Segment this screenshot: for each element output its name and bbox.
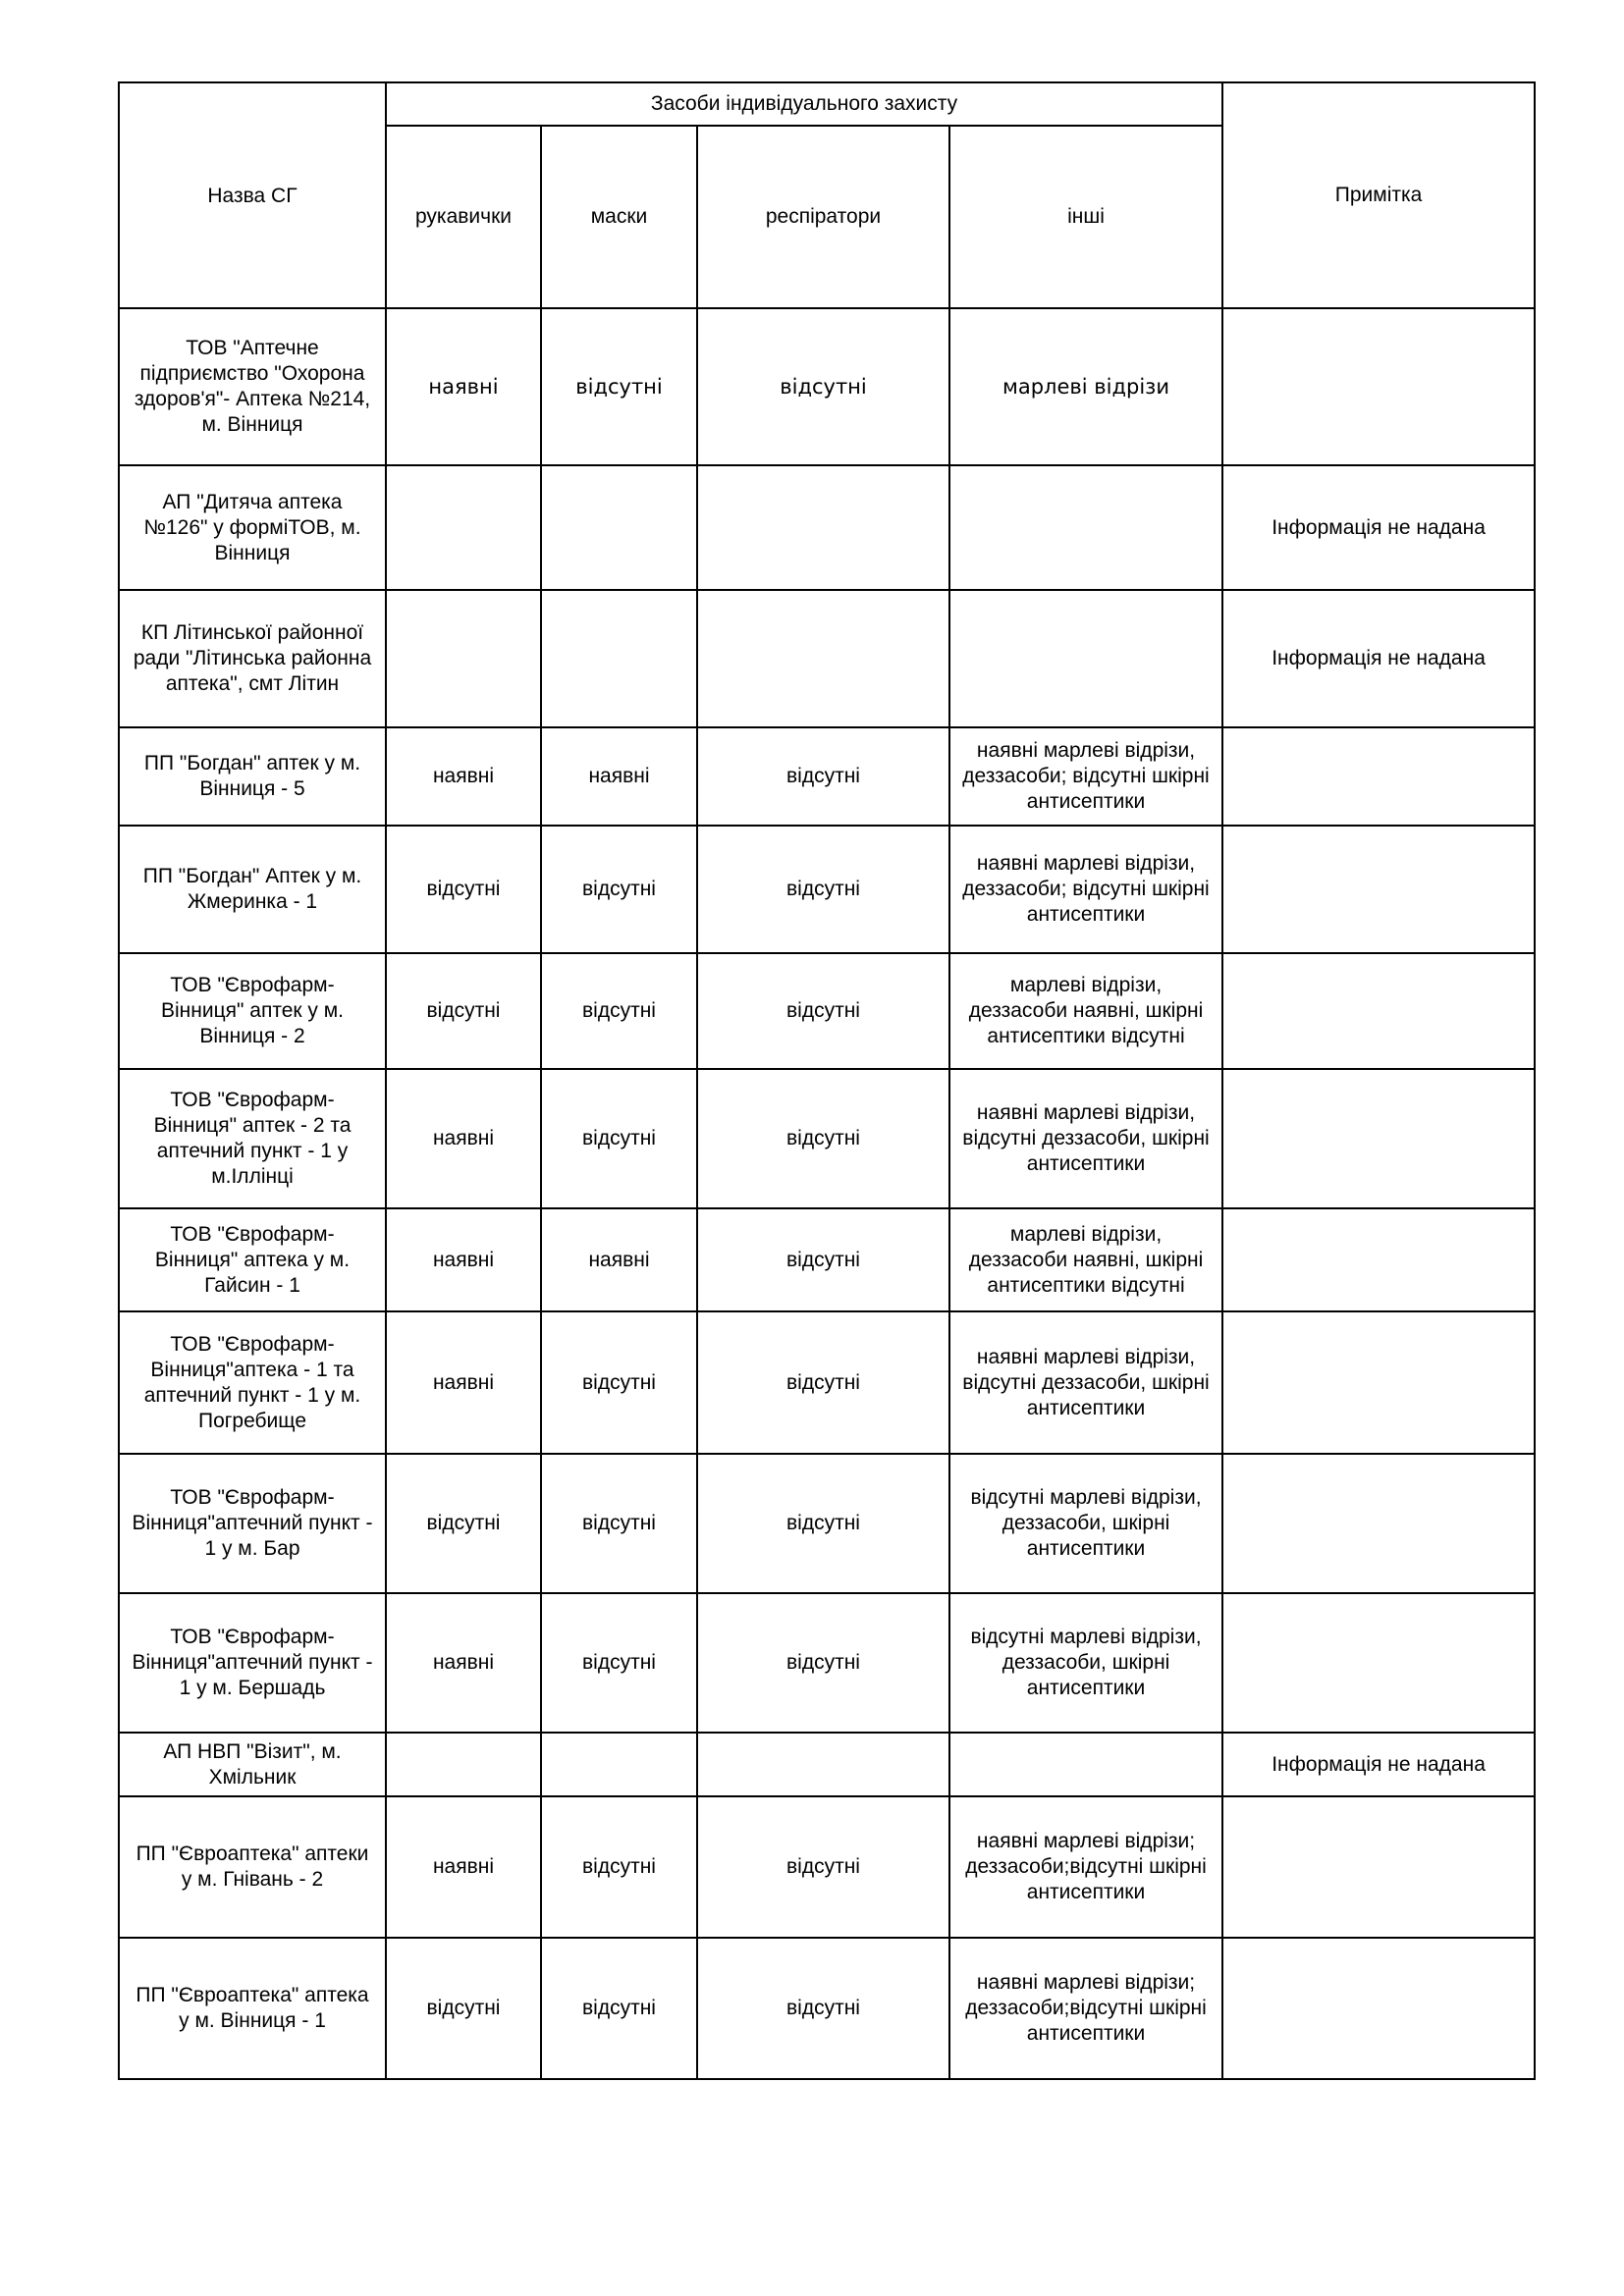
row-other: марлеві відрізи, деззасоби наявні, шкірні антисептики відсутні: [949, 953, 1222, 1069]
row-note: [1222, 1208, 1535, 1311]
row-gloves: відсутні: [386, 826, 541, 953]
row-masks: відсутні: [541, 1311, 697, 1454]
row-name: АП НВП "Візит", м. Хмільник: [119, 1733, 386, 1796]
row-note: [1222, 308, 1535, 465]
row-respirators: відсутні: [697, 1208, 949, 1311]
row-respirators: відсутні: [697, 1938, 949, 2079]
row-respirators: відсутні: [697, 1069, 949, 1208]
header-respirators: респіратори: [697, 126, 949, 308]
row-name: ТОВ "Єврофарм-Вінниця" аптека у м. Гайсин - 1: [119, 1208, 386, 1311]
header-group-ppe: Засоби індивідуального захисту: [386, 82, 1222, 126]
row-name: ПП "Євроаптека" аптеки у м. Гнівань - 2: [119, 1796, 386, 1938]
row-other: наявні марлеві відрізи, деззасоби; відсутні шкірні антисептики: [949, 727, 1222, 826]
row-other: [949, 590, 1222, 727]
row-masks: відсутні: [541, 1593, 697, 1733]
table-row: [119, 1796, 1535, 1938]
row-name: ТОВ "Єврофарм-Вінниця"аптека - 1 та аптечний пункт - 1 у м. Погребище: [119, 1311, 386, 1454]
row-name: ТОВ "Аптечне підприємство "Охорона здоров'я"- Аптека №214, м. Вінниця: [119, 308, 386, 465]
row-other: наявні марлеві відрізи; деззасоби;відсутні шкірні антисептики: [949, 1938, 1222, 2079]
row-other: відсутні марлеві відрізи, деззасоби, шкірні антисептики: [949, 1593, 1222, 1733]
row-note: [1222, 1593, 1535, 1733]
row-name: АП "Дитяча аптека №126" у форміТОВ, м. Вінниця: [119, 465, 386, 590]
table-row: [119, 1454, 1535, 1593]
row-respirators: відсутні: [697, 308, 949, 465]
table-row: [119, 465, 1535, 590]
row-respirators: [697, 590, 949, 727]
row-other: наявні марлеві відрізи; деззасоби;відсутні шкірні антисептики: [949, 1796, 1222, 1938]
row-masks: відсутні: [541, 308, 697, 465]
row-respirators: відсутні: [697, 1593, 949, 1733]
row-other: відсутні марлеві відрізи, деззасоби, шкірні антисептики: [949, 1454, 1222, 1593]
header-gloves: рукавички: [386, 126, 541, 308]
row-other: [949, 465, 1222, 590]
row-note: [1222, 1069, 1535, 1208]
row-gloves: відсутні: [386, 1938, 541, 2079]
row-respirators: [697, 465, 949, 590]
row-note: Інформація не надана: [1222, 1733, 1535, 1796]
row-respirators: відсутні: [697, 1311, 949, 1454]
row-masks: відсутні: [541, 1069, 697, 1208]
table-row: [119, 1593, 1535, 1733]
table-row: [119, 826, 1535, 953]
row-name: ТОВ "Єврофарм-Вінниця"аптечний пункт - 1 у м. Бар: [119, 1454, 386, 1593]
row-masks: відсутні: [541, 826, 697, 953]
row-other: [949, 1733, 1222, 1796]
table-row: [119, 1208, 1535, 1311]
header-row-top: [119, 82, 1535, 126]
table-row: [119, 1311, 1535, 1454]
row-name: ПП "Євроаптека" аптека у м. Вінниця - 1: [119, 1938, 386, 2079]
table-row: [119, 1733, 1535, 1796]
row-respirators: відсутні: [697, 1796, 949, 1938]
row-respirators: [697, 1733, 949, 1796]
header-name: Назва СГ: [119, 82, 386, 308]
table-row: [119, 1069, 1535, 1208]
table-row: [119, 1938, 1535, 2079]
row-note: [1222, 727, 1535, 826]
row-note: [1222, 953, 1535, 1069]
row-masks: відсутні: [541, 1454, 697, 1593]
row-other: наявні марлеві відрізи, відсутні деззасоби, шкірні антисептики: [949, 1069, 1222, 1208]
row-respirators: відсутні: [697, 826, 949, 953]
row-gloves: відсутні: [386, 1454, 541, 1593]
row-gloves: [386, 1733, 541, 1796]
row-masks: наявні: [541, 727, 697, 826]
row-note: [1222, 826, 1535, 953]
row-name: ТОВ "Єврофарм-Вінниця"аптечний пункт - 1 у м. Бершадь: [119, 1593, 386, 1733]
header-note: Примітка: [1222, 82, 1535, 308]
row-note: Інформація не надана: [1222, 465, 1535, 590]
row-gloves: наявні: [386, 1796, 541, 1938]
row-gloves: відсутні: [386, 953, 541, 1069]
row-masks: [541, 465, 697, 590]
row-gloves: [386, 590, 541, 727]
row-name: ПП "Богдан" аптек у м. Вінниця - 5: [119, 727, 386, 826]
table-row: [119, 953, 1535, 1069]
row-note: [1222, 1454, 1535, 1593]
header-other: інші: [949, 126, 1222, 308]
row-respirators: відсутні: [697, 953, 949, 1069]
table-row: [119, 590, 1535, 727]
row-gloves: наявні: [386, 308, 541, 465]
row-masks: [541, 590, 697, 727]
row-other: марлеві відрізи, деззасоби наявні, шкірні антисептики відсутні: [949, 1208, 1222, 1311]
row-note: [1222, 1311, 1535, 1454]
row-gloves: наявні: [386, 1593, 541, 1733]
row-gloves: наявні: [386, 1069, 541, 1208]
row-other: наявні марлеві відрізи, відсутні деззасоби, шкірні антисептики: [949, 1311, 1222, 1454]
row-gloves: наявні: [386, 1311, 541, 1454]
row-gloves: наявні: [386, 727, 541, 826]
row-masks: наявні: [541, 1208, 697, 1311]
row-name: КП Літинської районної ради "Літинська районна аптека", смт Літин: [119, 590, 386, 727]
table-row: [119, 308, 1535, 465]
row-note: [1222, 1938, 1535, 2079]
row-note: [1222, 1796, 1535, 1938]
row-masks: [541, 1733, 697, 1796]
table-row: [119, 727, 1535, 826]
row-gloves: наявні: [386, 1208, 541, 1311]
row-other: наявні марлеві відрізи, деззасоби; відсутні шкірні антисептики: [949, 826, 1222, 953]
row-masks: відсутні: [541, 1938, 697, 2079]
row-respirators: відсутні: [697, 727, 949, 826]
table-body: [119, 82, 1535, 2079]
row-respirators: відсутні: [697, 1454, 949, 1593]
row-name: ТОВ "Єврофарм-Вінниця" аптек - 2 та аптечний пункт - 1 у м.Іллінці: [119, 1069, 386, 1208]
row-gloves: [386, 465, 541, 590]
row-name: ТОВ "Єврофарм-Вінниця" аптек у м. Вінниця - 2: [119, 953, 386, 1069]
row-other: марлеві відрізи: [949, 308, 1222, 465]
row-name: ПП "Богдан" Аптек у м. Жмеринка - 1: [119, 826, 386, 953]
row-masks: відсутні: [541, 953, 697, 1069]
ppe-table: [118, 81, 1536, 2080]
header-masks: маски: [541, 126, 697, 308]
row-note: Інформація не надана: [1222, 590, 1535, 727]
row-masks: відсутні: [541, 1796, 697, 1938]
